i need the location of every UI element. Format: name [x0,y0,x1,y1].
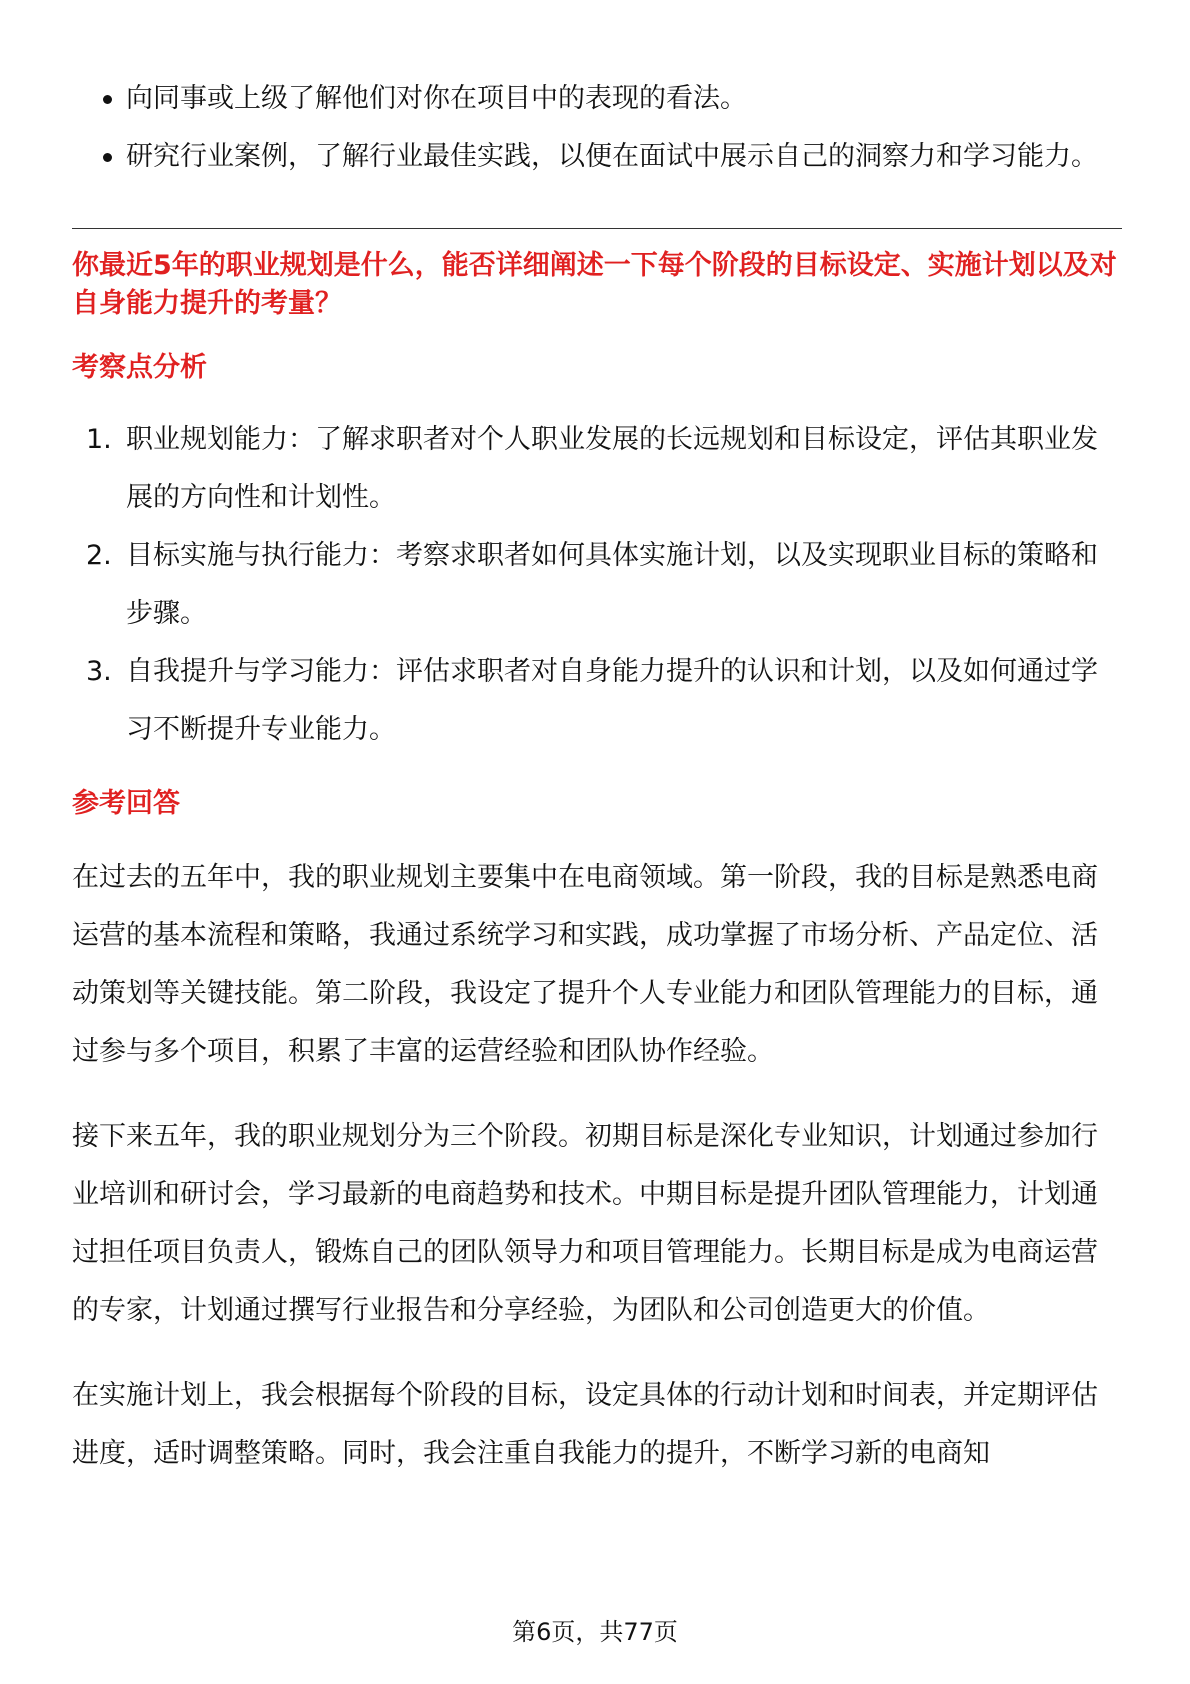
list-item [72,527,1122,643]
point-number: 1. [86,424,112,455]
list-item [72,70,1122,128]
bullet-dot-icon [103,153,112,162]
analysis-heading: 考察点分析 [72,352,207,383]
answer-paragraph: 在过去的五年中，我的职业规划主要集中在电商领域。第一阶段，我的目标是熟悉电商运营的基本流程和策略，我通过系统学习和实践，成功掌握了市场分析、产品定位、活动策划等关键技能。第二阶段，我设定了提升个人专业能力和团队管理能力的目标，通过参与多个项目，积累了丰富的运营经验和团队协作经验。 [72,862,1098,1067]
bullet-text: 向同事或上级了解他们对你在项目中的表现的看法。 [126,83,747,114]
list-item [72,128,1122,186]
bullet-text: 研究行业案例，了解行业最佳实践，以便在面试中展示自己的洞察力和学习能力。 [126,141,1098,172]
analysis-points [72,411,1122,759]
list-item [72,643,1122,759]
answer-heading: 参考回答 [72,788,180,819]
point-text: 自我提升与学习能力：评估求职者对自身能力提升的认识和计划，以及如何通过学习不断提升专业能力。 [126,656,1098,745]
section-divider [72,228,1122,229]
point-text: 职业规划能力：了解求职者对个人职业发展的长远规划和目标设定，评估其职业发展的方向性和计划性。 [126,424,1098,513]
bullet-dot-icon [103,95,112,104]
point-number: 3. [86,656,112,687]
answer-paragraph: 在实施计划上，我会根据每个阶段的目标，设定具体的行动计划和时间表，并定期评估进度，适时调整策略。同时，我会注重自我能力的提升，不断学习新的电商知 [72,1380,1098,1469]
point-text: 目标实施与执行能力：考察求职者如何具体实施计划，以及实现职业目标的策略和步骤。 [126,540,1098,629]
page-content [72,70,1122,1483]
page-footer: 第6页，共77页 [512,1618,678,1646]
point-number: 2. [86,540,112,571]
answer-paragraph: 接下来五年，我的职业规划分为三个阶段。初期目标是深化专业知识，计划通过参加行业培训和研讨会，学习最新的电商趋势和技术。中期目标是提升团队管理能力，计划通过担任项目负责人，锻炼自己的团队领导力和项目管理能力。长期目标是成为电商运营的专家，计划通过撰写行业报告和分享经验，为团队和公司创造更大的价值。 [72,1121,1098,1326]
bullet-list [72,70,1122,186]
list-item [72,411,1122,527]
question-heading: 你最近5年的职业规划是什么，能否详细阐述一下每个阶段的目标设定、实施计划以及对自身能力提升的考量？ [72,250,1117,319]
